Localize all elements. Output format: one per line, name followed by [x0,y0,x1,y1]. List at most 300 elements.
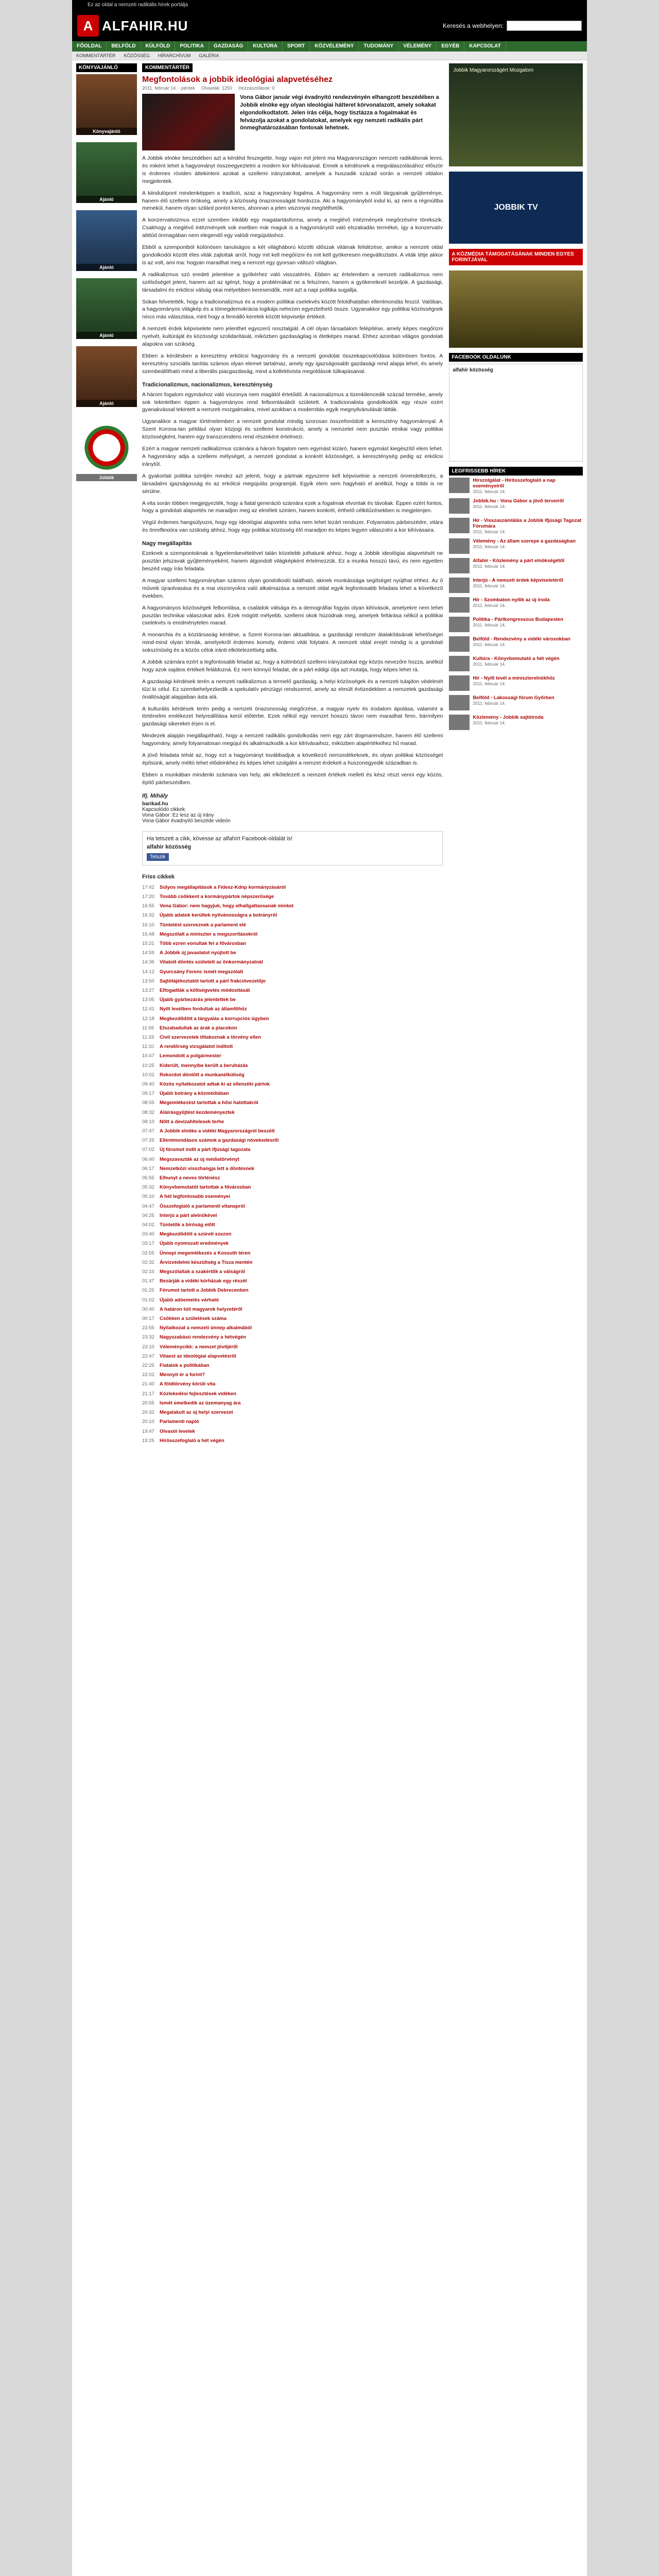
related-item[interactable] [142,995,443,1005]
news-title[interactable]: Belföld - Rendezvény a vidéki városokban [473,636,570,642]
article-paragraph: A vita során többen megjegyezték, hogy a fiatal generáció számára ezek a fogalmak elvontak és távoliak. Éppen ezért fontos, hogy a gondolati alapvetés ne maradjon meg az elméleti szinten, hanem konkrét, érthető célkitűzésekben is megjelenjen. [142,500,443,514]
left-ad-tile[interactable] [76,142,137,203]
related-title[interactable]: Nemzetközi visszhangja lett a döntésnek [160,1165,254,1172]
related-title[interactable]: Megszavazták az új médiatörvényt [160,1156,239,1162]
related-time: 00:17 [142,1316,154,1322]
left-tile-label: Ajánló [76,196,137,203]
related-item[interactable] [142,1286,443,1295]
related-item[interactable] [142,1258,443,1267]
related-time: 16:32 [142,912,154,919]
subnav-item[interactable]: KÖZÖSSÉG [124,53,150,58]
related-title[interactable]: Nyílt levélben fordultak az államfőhöz [160,1006,247,1012]
related-item[interactable] [142,1296,443,1305]
related-title[interactable]: Gyurcsány Ferenc ismét megszólalt [160,969,244,975]
article-paragraph: Mindezek alapján megállapítható, hogy a nemzeti radikális gondolkodás nem egy zárt dogmarendszer, hanem élő szellemi hagyomány, amely folyamatosan megújul és alkalmazkodik a kor kihívásaihoz, miközben alapértékeihez hű marad. [142,733,443,747]
article-lead [142,94,443,150]
subnav-item[interactable]: KOMMENTÁRTÉR [76,53,116,58]
nav-item[interactable]: GAZDASÁG [209,41,248,52]
related-time: 19:25 [142,1437,154,1444]
related-title[interactable]: Közlekedési fejlesztések vidéken [160,1391,236,1397]
nav-item[interactable]: FŐOLDAL [72,41,107,52]
related-item[interactable] [142,1221,443,1230]
related-time: 11:56 [142,1025,154,1031]
related-title[interactable]: Nagyszabású rendezvény a hétvégén [160,1334,246,1341]
article-paragraph: Ebben a munkában mindenki számára van hely, aki elkötelezett a nemzeti értékek mellett és kész részt venni egy közös, építő párbeszédben. [142,771,443,786]
related-title[interactable]: A hét legfontosabb eseményei [160,1194,230,1200]
related-title[interactable]: A Jobbik elnöke a vidéki Magyarországról beszélt [160,1128,275,1134]
related-time: 01:25 [142,1287,154,1294]
news-item[interactable] [449,518,583,534]
article-views: Olvasták: 1250 [201,86,232,91]
related-item[interactable] [142,902,443,911]
related-item[interactable] [142,1408,443,1417]
related-title[interactable]: Újabb adóemelés várható [160,1297,219,1303]
related-item[interactable] [142,1249,443,1258]
related-item[interactable] [142,1033,443,1042]
related-title[interactable]: Megalakult az új helyi szervezet [160,1410,233,1416]
nav-item[interactable]: BELFÖLD [107,41,141,52]
nav-item[interactable]: KÜLFÖLD [141,41,176,52]
related-time: 13:27 [142,987,154,993]
related-title[interactable]: Ismét emelkedik az üzemanyag ára [160,1400,241,1406]
related-title[interactable]: Véleménycikk: a nemzet jövőjéről [160,1344,238,1350]
related-title[interactable]: Hírösszefoglaló a hét végén [160,1437,224,1444]
source-label[interactable]: barikad.hu [142,801,168,807]
related-item[interactable] [142,930,443,939]
article-paragraph: A nemzeti érdek képviselete nem jelenthet egyszerű nosztalgiát. A cél olyan társadalom felépítése, amely képes megőrizni nyelvét, kultúráját és közösségi szolidaritását, miközben gazdaságilag is életképes marad. Ehhez azonban világos gondolati alapokra van szükség. [142,326,443,348]
nav-item[interactable]: EGYÉB [437,41,464,52]
news-item[interactable] [449,656,583,671]
related-item[interactable] [142,1164,443,1174]
article-paragraph: A konzervativizmus ezzel szemben inkább egy magatartásforma, amely a meglévő intézmények megőrzésére törekszik. Csakhogy a meglévő intézmények sok esetben már maguk is a hagyománytól való elszakadás termékei, így a konzervatív attitűd önmagában nem elegendő egy valódi megújuláshoz. [142,217,443,239]
related-time: 17:20 [142,893,154,900]
related-title[interactable]: Több ezren vonultak fel a fővárosban [160,940,246,946]
related-time: 13:50 [142,978,154,984]
source-line[interactable]: Vona Gábor: Ez lesz az új irány [142,812,214,818]
news-item[interactable] [449,675,583,691]
news-title[interactable]: Közlemény - Jobbik sajtóiroda [473,715,544,720]
related-item[interactable] [142,1183,443,1192]
related-item[interactable] [142,1089,443,1098]
news-date: 2011. február 14. [473,622,506,628]
promo-text: Jobbik Magyarországért Mozgalom [453,67,533,73]
main-column [142,63,443,1446]
related-title[interactable]: Olvasói levelek [160,1428,195,1434]
red-notice[interactable]: A KÖZMÉDIA TÁMOGATÁSÁNAK MINDEN EGYES FORINTJÁVAL [449,249,583,265]
news-text [473,715,543,730]
related-time: 05:32 [142,1184,154,1191]
left-head: KÖNYVAJÁNLÓ [76,63,137,72]
related-title[interactable]: Újabb botrány a közmédiában [160,1091,229,1097]
related-item[interactable] [142,1314,443,1324]
related-title[interactable]: Árvízvédelmi készültség a Tisza mentén [160,1259,253,1265]
related-item[interactable] [142,939,443,948]
related-item[interactable] [142,1343,443,1352]
related-title[interactable]: Fórumot tartott a Jobbik Debrecenben [160,1287,249,1294]
news-title[interactable]: Alfahír - Közlemény a párt elnökségétől [473,558,565,564]
related-title[interactable]: Aláírásgyűjtést kezdeményeztek [160,1109,235,1115]
related-time: 20:10 [142,1419,154,1425]
related-title[interactable]: Elszabadultak az árak a piacokon [160,1025,237,1031]
top-strip-text: Ez az oldal a nemzeti radikális hírek portálja [88,2,188,8]
related-time: 20:32 [142,1410,154,1416]
news-title[interactable]: Kultúra - Könyvbemutató a hét végén [473,656,560,662]
news-thumbnail[interactable] [449,578,470,593]
related-title[interactable]: Újabb adatok kerültek nyilvánosságra a botrányról [160,912,278,919]
fb-like-button[interactable]: Tetszik [147,853,169,861]
article-meta [142,86,443,91]
related-time: 14:12 [142,969,154,975]
related-item[interactable] [142,1370,443,1380]
related-item[interactable] [142,1174,443,1183]
related-time: 09:17 [142,1091,154,1097]
left-tile-label: Ajánló [76,332,137,339]
news-text [473,695,554,710]
article-paragraph: Ezért a magyar nemzeti radikalizmus számára a három fogalom nem egymást kizáró, hanem egymást kiegészítő elem lehet. A hagyomány adja a szellemi mélységet, a nemzeti gondolat a konkrét közösséget, a kereszténység pedig az erkölcsi iránytűt. [142,446,443,467]
related-title[interactable]: Sajtótájékoztatót tartott a párt frakcióvezetője [160,978,266,984]
main-nav [72,41,587,52]
related-title[interactable]: Nyilatkozat a nemzeti ünnep alkalmából [160,1325,252,1331]
article-paragraph: A magyar szellemi hagyományban számos olyan gondolkodó található, akinek munkássága segítséget nyújthat ehhez. Az ő műveik újraolvasása és a mai viszonyokra való alkalmazása a nemzeti oldal egyik legfontosabb feladata lehet a következő években. [142,577,443,599]
related-title[interactable]: Megszólaltak a szakértők a válságról [160,1269,245,1275]
related-time: 12:41 [142,1006,154,1012]
related-time: 04:47 [142,1203,154,1209]
news-thumbnail[interactable] [449,597,470,613]
related-time: 05:55 [142,1175,154,1181]
news-thumbnail[interactable] [449,695,470,710]
related-title[interactable]: Megemlékezést tartottak a hősi halottakról [160,1100,258,1106]
news-date: 2011. február 14. [473,701,506,706]
facebook-box [142,831,443,866]
related-item[interactable] [142,1155,443,1164]
related-item[interactable] [142,892,443,902]
nav-item[interactable]: VÉLEMÉNY [398,41,437,52]
related-item[interactable] [142,986,443,995]
news-item[interactable] [449,478,583,494]
related-time: 22:25 [142,1363,154,1369]
logo-text: ALFAHIR.HU [102,18,188,33]
news-title[interactable]: Hírszolgálat - Hírösszefoglaló a nap eseményeiről [473,478,556,489]
fb-widget-head: FACEBOOK OLDALUNK [449,353,583,362]
related-item[interactable] [142,1230,443,1239]
related-time: 15:48 [142,931,154,937]
related-item[interactable] [142,883,443,892]
related-title[interactable]: Újabb gyárbezárás jelentettek be [160,997,236,1003]
news-text [473,656,559,671]
news-item[interactable] [449,578,583,593]
article-subheading: Tradicionalizmus, nacionalizmus, kereszténység [142,381,273,388]
news-date: 2011. február 14. [473,504,506,509]
related-item[interactable] [142,1277,443,1286]
related-item[interactable] [142,1145,443,1155]
side-image[interactable] [449,270,583,348]
related-title[interactable]: Új fórumot indít a párt ifjúsági tagozata [160,1147,251,1153]
related-item[interactable] [142,968,443,977]
related-item[interactable] [142,1098,443,1108]
related-title[interactable]: Civil szervezetek tiltakoznak a törvény ellen [160,1034,261,1040]
related-title[interactable]: Könyvbemutatót tartottak a fővárosban [160,1184,251,1191]
news-title[interactable]: Hír - Visszaszámlálás a Jobbik Ifjúsági Tagozat Fórumára [473,518,582,529]
article-paragraph: A jövő feladata tehát az, hogy ezt a hagyományt továbbadjuk a következő nemzedékeknek, és olyan politikai közösséget építsünk, amely méltó lehet elődeinkhez és képes lehet szolgálni a nemzet érdekeit a huszonegyedik században is. [142,752,443,766]
related-title[interactable]: Interjú a párt alelnökével [160,1212,217,1218]
related-title[interactable]: Ellentmondásos számok a gazdasági növekedésről [160,1138,279,1144]
news-thumbnail[interactable] [449,518,470,533]
related-item[interactable] [142,911,443,920]
related-time: 10:25 [142,1062,154,1069]
promo-banner[interactable] [449,63,583,166]
related-item[interactable] [142,1417,443,1427]
related-title[interactable]: Mennyit ér a forint? [160,1372,205,1378]
news-thumbnail[interactable] [449,675,470,691]
site-logo[interactable] [77,15,188,37]
related-item[interactable] [142,1389,443,1399]
article-paragraph: A Jobbik számára ezért a legfontosabb feladat az, hogy a különböző szellemi irányzatokat egy közös nevezőre hozza, anélkül hogy azok sajátos értékeit feláldozná. Ez nem könnyű feladat, de a párt eddigi útja azt mutatja, hogy képes lehet rá. [142,659,443,673]
related-time: 05:10 [142,1194,154,1200]
news-item[interactable] [449,558,583,573]
news-title[interactable]: Interjú - A nemzeti érdek képviseletéről [473,578,563,583]
related-item[interactable] [142,1305,443,1314]
related-title[interactable]: Megkezdődött a tárgyalás a korrupciós ügyben [160,1015,269,1022]
related-title[interactable]: Rekordot döntött a munkanélküliség [160,1072,245,1078]
related-item[interactable] [142,1080,443,1089]
news-item[interactable] [449,498,583,514]
subnav-item[interactable]: GALÉRIA [199,53,219,58]
news-date: 2011. február 14. [473,603,506,608]
related-title[interactable]: Megszólalt a miniszter a megszorításokról [160,931,258,937]
fb-text: Ha tetszett a cikk, kövesse az alfahírt Facebook-oldalát is! [147,835,293,842]
news-thumbnail[interactable] [449,558,470,573]
related-title[interactable]: Megkezdődött a szüreti szezon [160,1231,232,1238]
related-time: 16:55 [142,903,154,909]
related-item[interactable] [142,1042,443,1052]
article-paragraph: A gazdasági kérdések terén a nemzeti radikalizmus a termelő gazdaság, a helyi közösségek és a nemzeti tulajdon védelmét tűzi ki célul. Ez szembehelyezkedik a spekulatív pénzügyi rendszerrel, amely az elmúlt évtizedekben a nemzetek gazdasági önállóságát alapjaiban ásta alá. [142,678,443,700]
article-body [142,155,443,787]
related-title[interactable]: Fiatalok a politikában [160,1363,210,1369]
related-time: 19:47 [142,1428,154,1434]
related-item[interactable] [142,1427,443,1436]
related-item[interactable] [142,1117,443,1127]
related-head: Friss cikkek [142,873,175,880]
related-title[interactable]: Kiderült, mennyibe került a beruházás [160,1062,248,1069]
related-time: 08:55 [142,1100,154,1106]
related-time: 03:40 [142,1231,154,1238]
related-item[interactable] [142,1211,443,1221]
fb-widget [449,364,583,462]
related-item[interactable] [142,921,443,930]
nav-item[interactable]: TUDOMÁNY [359,41,398,52]
related-title[interactable]: Nőtt a devizahitelesek terhe [160,1118,224,1125]
source-line[interactable]: Vona Gábor évadnyitó beszéde videón [142,818,231,824]
article-paragraph: A gyakorlati politika szintjén mindez azt jelenti, hogy a pártnak egyszerre kell képviselnie a nemzeti önrendelkezés, a társadalmi igazságosság és az erkölcsi megújulás programját. Egyik elem sem hagyható el anélkül, hogy a többi is ne sérülne. [142,472,443,495]
related-time: 04:02 [142,1222,154,1228]
news-thumbnail[interactable] [449,498,470,514]
news-title[interactable]: Hír - Nyílt levél a miniszterelnökhöz [473,675,555,681]
news-text [473,498,564,514]
related-item[interactable] [142,1239,443,1248]
related-title[interactable]: A Jobbik új javaslatot nyújtott be [160,950,236,956]
lead-text: Vona Gábor január végi évadnyitó rendezvényén elhangzott beszédében a Jobbik elnöke egy olyan ideológiai hátteret körvonalazott, amely sokakat elgondolkodtatott. Jelen írás célja, hogy tisztázza a fogalmakat és felvázolja azokat a gondolatokat, amelyek egy nemzeti radikális párt önmeghatározásában fontosak lehetnek. [240,94,439,131]
related-item[interactable] [142,1071,443,1080]
left-tile-label: Ajánló [76,400,137,407]
fb-widget-page[interactable]: alfahír közösség [453,367,493,373]
subnav-item[interactable]: HÍRARCHÍVUM [158,53,191,58]
related-item[interactable] [142,1380,443,1389]
news-text [473,518,583,534]
news-item[interactable] [449,597,583,613]
article-subheading: Nagy megállapítás [142,540,192,547]
page [72,0,587,2576]
article-paragraph: Ebben a kérdésben a keresztény erkölcsi hagyomány és a nemzeti gondolat összekapcsolódása különösen fontos. A keresztény szociális tanítás számos olyan elemet tartalmaz, amely egy igazságosabb gazdasági rend alapja lehet, és amely szembeállítható mind a liberális piacgazdaság, mind a kollektivista megoldások túlkapásaival. [142,352,443,375]
related-title[interactable]: Közös nyilatkozatot adtak ki az ellenzéki pártok [160,1081,270,1087]
related-item[interactable] [142,1024,443,1033]
search-input[interactable] [507,21,582,31]
nav-item[interactable]: KULTÚRA [248,41,283,52]
related-time: 11:10 [142,1044,154,1050]
related-time: 07:47 [142,1128,154,1134]
related-title[interactable]: A földtörvény körüli vita [160,1381,216,1387]
related-item[interactable] [142,1324,443,1333]
article-signature: Ifj. Mihály [142,792,168,799]
related-item[interactable] [142,1005,443,1014]
related-time: 02:32 [142,1259,154,1265]
related-time: 23:32 [142,1334,154,1341]
left-ad-tile[interactable] [76,346,137,407]
related-item[interactable] [142,1361,443,1370]
related-title[interactable]: Tüntetést szerveznek a parlament elé [160,922,246,928]
related-title[interactable]: Összefoglaló a parlamenti vitanapról [160,1203,245,1209]
left-ad-tile[interactable] [76,210,137,271]
related-title[interactable]: Lemondott a polgármester [160,1053,221,1059]
related-title[interactable]: Vitatott döntés született az önkormányzatnál [160,959,263,965]
news-item[interactable] [449,695,583,710]
related-title[interactable]: A rendőrség vizsgálatot indított [160,1044,233,1050]
related-time: 10:02 [142,1072,154,1078]
related-time: 15:21 [142,940,154,946]
news-item[interactable] [449,636,583,652]
article-paragraph: Végül érdemes hangsúlyozni, hogy egy ideológiai alapvetés soha nem lehet lezárt rendszer. Folyamatos párbeszédre, vitára és önreflexióra van szükség ahhoz, hogy egy politikai közösség élő maradjon és képes legyen válaszolni a kor kihívásaira. [142,519,443,534]
related-title[interactable]: Vitaest az ideológiai alapvetésről [160,1353,236,1359]
related-time: 10:47 [142,1053,154,1059]
related-title[interactable]: Ünnepi megemlékezés a Kossuth téren [160,1250,251,1256]
related-title[interactable]: Tovább csökkent a kormánypártok népszerűsége [160,893,274,900]
related-item[interactable] [142,1108,443,1117]
article-paragraph: Ezeknek a szempontoknak a figyelembevételével talán közelebb juthatunk ahhoz, hogy a Jobbik ideológiai alapvetését ne pusztán jelszavak gyűjteményeként, hanem átgondolt világképként értelmezzük. Ez a munka hosszú távú, és nem egyetlen beszéd vagy írás feladata. [142,550,443,572]
related-title[interactable]: Súlyos megállapítások a Fidesz-Kdnp kormányzásáról [160,884,286,890]
related-item[interactable] [142,1436,443,1446]
article-comments[interactable]: Hozzászólások: 0 [238,86,275,91]
related-title[interactable]: Újabb nyomozati eredmények [160,1241,229,1247]
news-head: LEGFRISSEBB HÍREK [449,467,583,476]
related-item[interactable] [142,1202,443,1211]
related-item[interactable] [142,1399,443,1408]
news-date: 2011. február 14. [473,544,506,549]
news-title[interactable]: Hír - Szombaton nyílik az új iroda [473,597,550,603]
news-thumbnail[interactable] [449,656,470,671]
related-title[interactable]: A határon túli magyarok helyzetéről [160,1306,242,1312]
article-paragraph: Ugyanakkor a magyar történelemben a nemzeti gondolat mindig szorosan összefonódott a keresztény hagyománnyal. A Szent Korona-tan például olyan közjogi és szellemi konstrukció, amely a nemzetet nem pusztán etnikai vagy politikai közösségként, hanem egy transzcendens rend részeként értelmezi. [142,418,443,440]
nav-item[interactable]: KAPCSOLAT [464,41,506,52]
related-item[interactable] [142,958,443,967]
left-ad-tile[interactable] [76,74,137,135]
related-item[interactable] [142,1061,443,1071]
related-time: 09:40 [142,1081,154,1087]
news-text [473,597,549,613]
related-time: 21:40 [142,1381,154,1387]
related-time: 14:59 [142,950,154,956]
lead-image [142,94,235,150]
nav-item[interactable]: KÖZVÉLEMÉNY [310,41,359,52]
article-category[interactable]: KOMMENTÁRTÉR [142,63,193,72]
news-item[interactable] [449,715,583,730]
related-time: 06:40 [142,1156,154,1162]
article-paragraph: Ebből a szempontból különösen tanulságos a két világháború közötti időszak vitáinak felidézése, amikor a nemzeti oldal gondolkodói között éles viták zajlottak arról, hogy mit kell megőrizni és mit kell gyökeresen megváltoztatni. A viták tétje akkor is az volt, ami ma: hogyan maradhat meg a nemzet egy gyorsan változó világban. [142,244,443,266]
related-time: 23:10 [142,1344,154,1350]
related-time: 23:55 [142,1325,154,1331]
sub-nav [72,52,587,60]
related-item[interactable] [142,1192,443,1201]
news-date: 2011. február 14. [473,583,506,588]
related-title[interactable]: Bezárják a vidéki kórházak egy részét [160,1278,247,1284]
related-title[interactable]: Tüntetők a bíróság előtt [160,1222,215,1228]
news-thumbnail[interactable] [449,715,470,730]
news-date: 2011. február 14. [473,681,506,686]
related-time: 21:17 [142,1391,154,1397]
news-thumbnail[interactable] [449,636,470,652]
related-title[interactable]: Csökken a születések száma [160,1316,227,1322]
left-tile-label: Könyvajánló [76,128,137,135]
news-thumbnail[interactable] [449,538,470,554]
news-thumbnail[interactable] [449,617,470,632]
nav-item[interactable]: SPORT [283,41,310,52]
news-title[interactable]: Politika - Pártkongresszus Budapesten [473,617,564,622]
related-time: 06:17 [142,1165,154,1172]
related-item[interactable] [142,1014,443,1024]
related-item[interactable] [142,1333,443,1342]
news-text [473,675,554,691]
related-time: 22:47 [142,1353,154,1359]
news-item[interactable] [449,538,583,554]
related-item[interactable] [142,1352,443,1361]
related-item[interactable] [142,948,443,958]
news-date: 2011. február 14. [473,720,506,725]
article-paragraph: A Jobbik elnöke beszédében azt a kérdést feszegette, hogy vajon mit jelent ma Magyarországon nemzeti radikálisnak lenni, és miként lehet a hagyományt összeegyeztetni a modern kor kihívásaival. Ennek a kérdésnek a megválaszolásához először is érdemes röviden áttekinteni azokat a szellemi irányzatokat, amelyek a huszadik század során a nemzeti oldalon megjelentek. [142,155,443,184]
related-item[interactable] [142,1136,443,1145]
related-title[interactable]: Vona Gábor: nem hagyjuk, hogy elhallgattassanak minket [160,903,294,909]
related-title[interactable]: Elhunyt a neves történész [160,1175,220,1181]
related-title[interactable]: Parlamenti napló [160,1419,199,1425]
related-item[interactable] [142,1127,443,1136]
left-ad-tile[interactable] [76,414,137,481]
news-item[interactable] [449,617,583,632]
nav-item[interactable]: POLITIKA [175,41,209,52]
right-column [449,63,583,1446]
news-thumbnail[interactable] [449,478,470,493]
fb-page[interactable]: alfahir közösség [147,843,192,850]
related-item[interactable] [142,1052,443,1061]
article-date: 2011. február 14. - péntek [142,86,195,91]
news-title[interactable]: Vélemény - Az állam szerepe a gazdaságban [473,538,576,544]
news-title[interactable]: Belföld - Lakossági fórum Győrben [473,695,554,701]
news-text [473,578,563,593]
related-item[interactable] [142,1267,443,1277]
related-item[interactable] [142,977,443,986]
left-ad-tile[interactable] [76,278,137,339]
news-date: 2011. február 14. [473,529,506,534]
news-title[interactable]: Jobbik.hu - Vona Gábor a jövő terveiről [473,498,564,504]
article-paragraph: A kiindulópont mindenképpen a tradíció, azaz a hagyomány fogalma. A hagyomány nem a múlt tárgyainak gyűjteménye, hanem élő szellemi örökség, amely a közösség önazonosságát hordozza. Aki a hagyományból indul ki, az nem a régmúltba menekül, hanem olyan szilárd pontot keres, ahonnan a jelen viszonyai megítélhetők. [142,190,443,212]
related-title[interactable]: Elfogadták a költségvetés módosítását [160,987,250,993]
ad-banner[interactable] [449,172,583,244]
